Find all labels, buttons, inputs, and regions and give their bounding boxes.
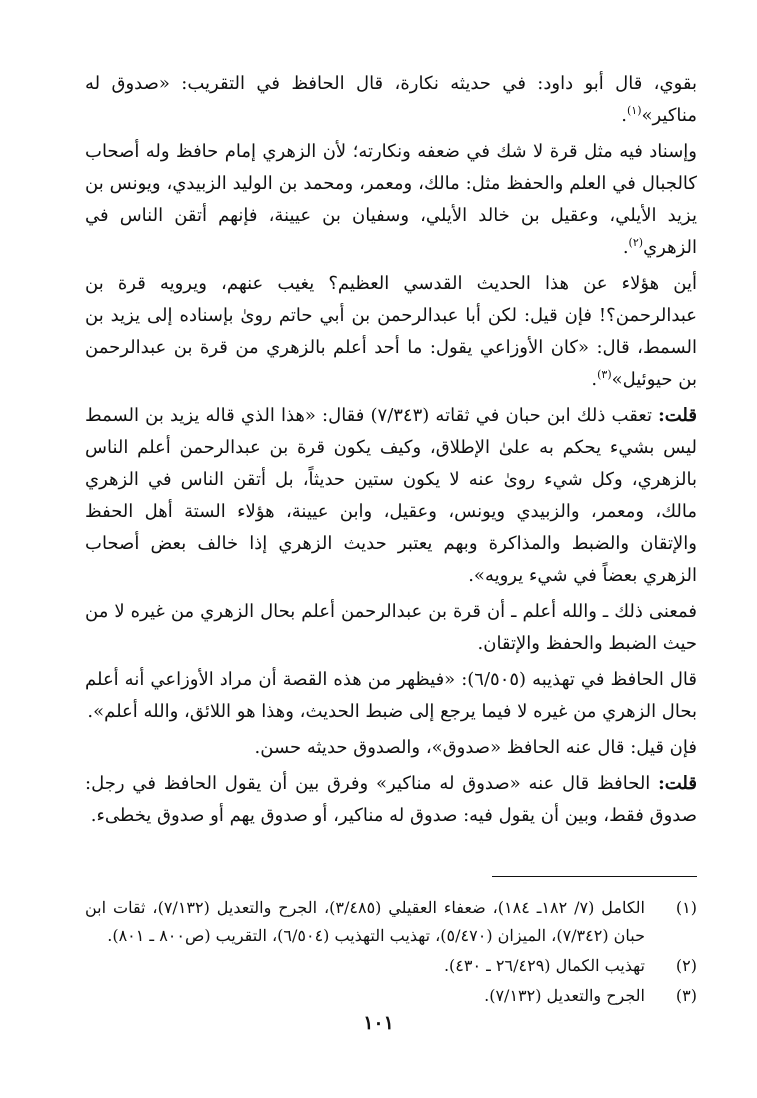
paragraph-5 [85,596,697,660]
paragraph-text: قال الحافظ في تهذيبه (٦/٥٠٥): «فيظهر من هذه القصة أن مراد الأوزاعي أنه أعلم بحال الزهري من غيره لا فيما يرجع إلى ضبط الحديث، وهذا هو اللائق، والله أعلم». [85,669,697,722]
paragraph-text: فمعنى ذلك ـ والله أعلم ـ أن قرة بن عبدالرحمن أعلم بحال الزهري من غيره لا من حيث الضبط والحفظ والإتقان. [85,601,697,654]
footnote-3 [85,982,697,1010]
paragraph-text: أين هؤلاء عن هذا الحديث القدسي العظيم؟ يغيب عنهم، ويرويه قرة بن عبدالرحمن؟! فإن قيل: لكن أبا عبدالرحمن بن أبي حاتم روىٰ بإسناده إلى يزيد بن السمط، قال: «كان الأوزاعي يقول: ما أحد أعلم بالزهري من قرة بن عبدالرحمن بن حيوئيل» [85,273,697,390]
book-page [85,68,697,1005]
paragraph-text: وإسناد فيه مثل قرة لا شك في ضعفه ونكارته؛ لأن الزهري إمام حافظ وله أصحاب كالجبال في العلم والحفظ مثل: مالك، ومعمر، ومحمد بن الوليد الزبيدي، ويونس بن يزيد الأيلي، وعقيل بن خالد الأيلي، وسفيان بن عيينة، فإنهم أتقن الناس في الزهري [85,141,697,258]
footnote-1 [85,894,697,950]
qultu-lead: قلت: [658,405,697,426]
footnote-number: (١) [675,898,697,917]
footnote-text: الجرح والتعديل (٧/١٣٢). [484,986,645,1005]
paragraph-7 [85,732,697,764]
main-text [85,68,697,832]
qultu-lead: قلت: [658,773,697,794]
footnote-ref-1: (١) [626,104,642,117]
paragraph-text: فإن قيل: قال عنه الحافظ «صدوق»، والصدوق حديثه حسن. [254,737,697,758]
footnote-number: (٢) [675,956,697,975]
paragraph-end: . [591,369,598,390]
paragraph-1 [85,68,697,132]
footnote-text: الكامل (٧/ ١٨٢ـ ١٨٤)، ضعفاء العقيلي (٣/٤٨٥)، الجرح والتعديل (٧/١٣٢)، ثقات ابن حبان (٧/٣٤٢)، الميزان (٥/٤٧٠)، تهذيب التهذيب (٦/٥٠٤)، التقريب (ص٨٠٠ ـ ٨٠١). [85,898,645,945]
paragraph-end: . [622,237,629,258]
paragraph-text: بقوي، قال أبو داود: في حديثه نكارة، قال الحافظ في التقريب: «صدوق له مناكير» [85,73,697,126]
footnote-ref-2: (٢) [628,236,644,249]
paragraph-text: الحافظ قال عنه «صدوق له مناكير» وفرق بين أن يقول الحافظ في رجل: صدوق فقط، وبين أن يقول فيه: صدوق له مناكير، أو صدوق يهم أو صدوق يخطىء. [85,773,697,826]
footnote-ref-3: (٣) [597,368,612,381]
footnote-separator [492,876,697,877]
footnote-2 [85,952,697,980]
paragraph-end: . [621,105,627,126]
paragraph-8 [85,768,697,832]
paragraph-3 [85,268,697,396]
paragraph-6 [85,664,697,728]
paragraph-2 [85,136,697,264]
paragraph-text: تعقب ذلك ابن حبان في ثقاته (٧/٣٤٣) فقال: «هذا الذي قاله يزيد بن السمط ليس بشيء يحكم به علىٰ الإطلاق، وكيف يكون قرة بن عبدالرحمن أعلم الناس بالزهري، وكل شيء روىٰ عنه لا يكون ستين حديثاً، بل أتقن الناس في الزهري مالك، ومعمر، والزبيدي ويونس، وعقيل، وابن عيينة، هؤلاء الستة أهل الحفظ والإتقان والضبط والمذاكرة وبهم يعتبر حديث الزهري إذا خالف بعض أصحاب الزهري بعضاً في شيء يرويه». [85,405,697,586]
footnotes [85,894,697,1012]
footnote-text: تهذيب الكمال (٢٦/٤٢٩ ـ ٤٣٠). [443,956,645,975]
page-number: ١٠١ [363,1012,394,1034]
paragraph-4 [85,400,697,592]
footnote-number: (٣) [675,986,697,1005]
